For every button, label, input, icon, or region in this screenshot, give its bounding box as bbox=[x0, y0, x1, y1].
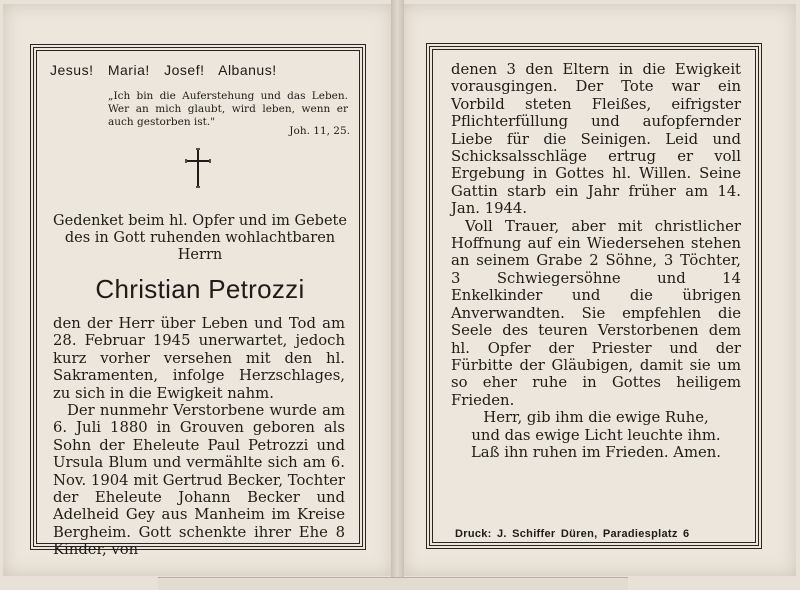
right-paragraph-2: Voll Trauer, aber mit christlicher Hoffnung auf ein Wiedersehen stehen an seinem Grabe 2 Söhne, 3 Töchter, 3 Schwiegersöhne und 14 Enkelkinder und die übrigen Anverwandten. Sie empfehlen die Seele des teuren Verstorbenen dem hl. Opfer der Priester und der Fürbitte der Gläubigen, damit sie um so eher ruhe in Gottes heiligem Frieden. bbox=[451, 217, 741, 409]
left-body-text bbox=[53, 315, 345, 559]
bible-reference: Joh. 11, 25. bbox=[289, 125, 350, 137]
left-paragraph-1: den der Herr über Leben und Tod am 28. Februar 1945 unerwartet, jedoch kurz vorher versehen mit den hl. Sakramenten, infolge Herzschlages, zu sich in die Ewigkeit nahm. bbox=[53, 315, 345, 402]
printer-imprint: Druck: J. Schiffer Düren, Paradiesplatz 6 bbox=[455, 528, 690, 540]
deceased-name: Christian Petrozzi bbox=[95, 274, 305, 304]
prayer-line-3: Laß ihn ruhen im Frieden. Amen. bbox=[470, 443, 722, 461]
prayer-line-1: Herr, gib ihm die ewige Ruhe, bbox=[483, 409, 709, 427]
card-bottom-edge bbox=[158, 577, 628, 590]
right-paragraph-1: denen 3 den Eltern in die Ewigkeit vorausgingen. Der Tote war ein Vorbild steten Fleißes, eifrigster Pflichterfüllung und aufopfernder Liebe für die Seinigen. Leid und Schicksalsschläge ertrug er voll Ergebung in Gottes hl. Willen. Seine Gattin starb ein Jahr früher am 14. Jan. 1944. bbox=[451, 61, 741, 218]
intro-text: Gedenket beim hl. Opfer und im Gebete des in Gott ruhenden wohlachtbaren Herrn bbox=[53, 213, 347, 263]
motto: Jesus! Maria! Josef! Albanus! bbox=[50, 62, 277, 78]
right-body-text bbox=[451, 61, 741, 461]
card-fold bbox=[391, 0, 404, 586]
bible-quote: „Ich bin die Auferstehung und das Leben. Wer an mich glaubt, wird leben, wenn er auch gestorben ist." bbox=[108, 90, 348, 128]
prayer-line-2: und das ewige Licht leuchte ihm. bbox=[471, 426, 721, 444]
cross-icon bbox=[184, 148, 212, 188]
left-paragraph-2: Der nunmehr Verstorbene wurde am 6. Juli 1880 in Grouven geboren als Sohn der Eheleute Paul Petrozzi und Ursula Blum und vermählte sich am 6. Nov. 1904 mit Gertrud Becker, Tochter der Eheleute Johann Becker und Adelheid Gey aus Manheim im Kreise Bergheim. Gott schenkte ihrer Ehe 8 Kinder, von bbox=[53, 402, 345, 559]
